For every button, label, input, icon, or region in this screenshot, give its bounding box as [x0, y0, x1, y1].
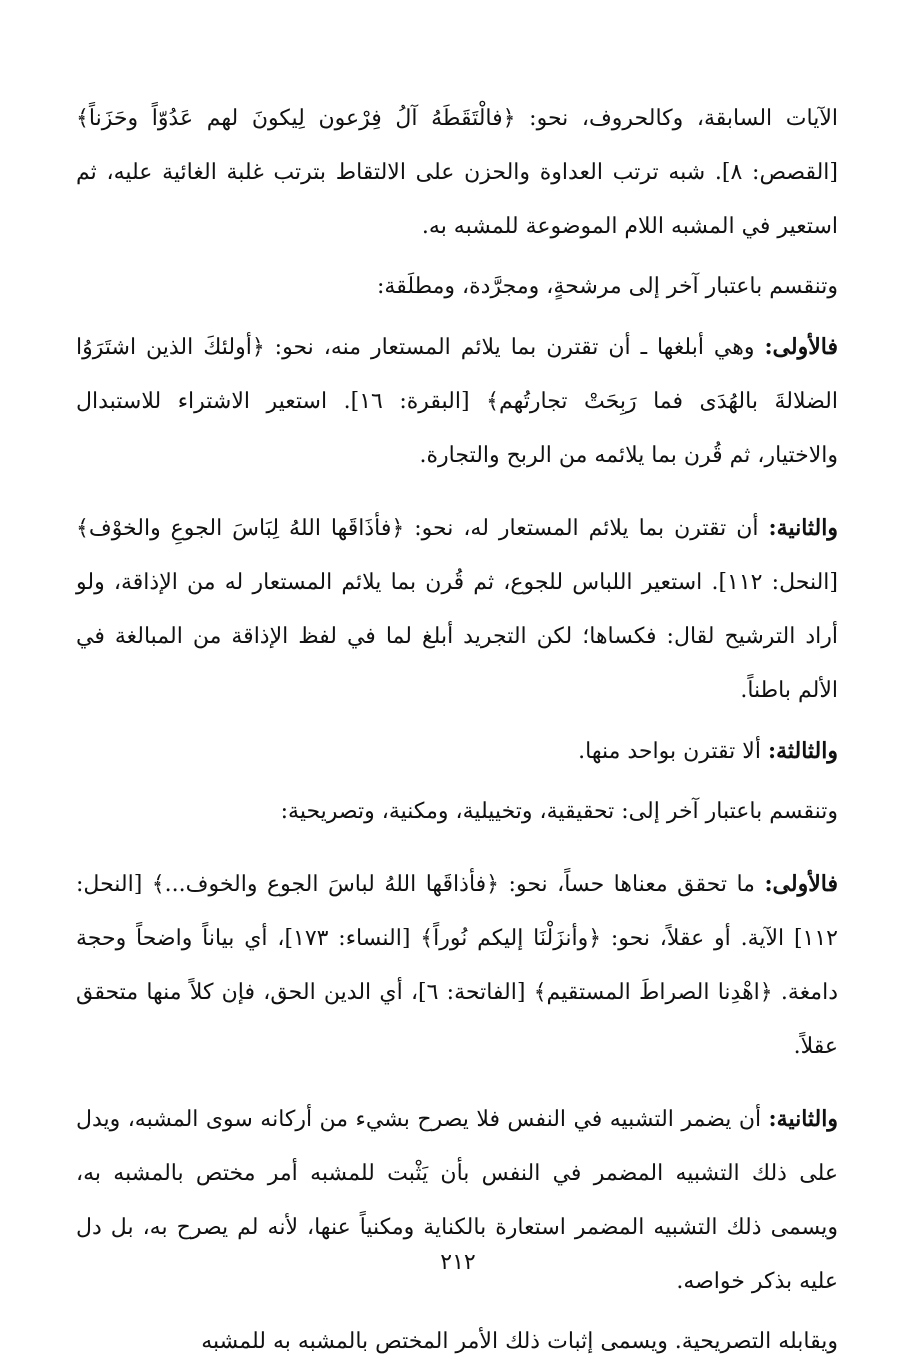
paragraph-text: الآيات السابقة، وكالحروف، نحو: ﴿فالْتَقَطَهُ آلُ فِرْعون لِيكونَ لهم عَدُوّاً وحَزَناً﴾ [القصص: ٨]. شبه ترتب العداوة والحزن على الالتقاط بترتب غلبة الغائية عليه، ثم استعير في المشبه اللام الموضوعة للمشبه به. — [76, 106, 838, 239]
paragraph-second-mujarrada — [76, 501, 838, 718]
paragraph-tasrihiya — [76, 1315, 838, 1369]
paragraph-lead: فالأولى: — [764, 871, 838, 897]
paragraph-text: أن تقترن بما يلائم المستعار له، نحو: ﴿فأذَاقَها اللهُ لِبَاسَ الجوعِ والخوْف﴾ [النحل: ١١٢]. استعير اللباس للجوع، ثم قُرن بما يلائم المستعار له من الإذاقة، ولو أراد الترشيح لقال: فكساها؛ لكن التجريد أبلغ لما في لفظ الإذاقة من المبالغة في الألم باطناً. — [76, 516, 838, 703]
page-body — [76, 92, 838, 1369]
page-number: ٢١٢ — [440, 1250, 476, 1275]
paragraph-text: وتنقسم باعتبار آخر إلى مرشحةٍ، ومجرَّدة، ومطلَقة: — [376, 274, 838, 299]
paragraph-lead: والثالثة: — [767, 738, 838, 764]
paragraph-text: ويقابله التصريحية. ويسمى إثبات ذلك الأمر المختص بالمشبه به للمشبه — [201, 1329, 838, 1354]
paragraph-lead: والثانية: — [768, 515, 838, 541]
paragraph-lead: والثانية: — [768, 1106, 838, 1132]
paragraph-text: ألا تقترن بواحد منها. — [578, 739, 768, 764]
paragraph-division-tarshih — [76, 260, 838, 314]
paragraph-division-tahqiqiya — [76, 785, 838, 839]
paragraph-text: ما تحقق معناها حساً، نحو: ﴿فأذاقَها اللهُ لباسَ الجوع والخوف...﴾ [النحل: ١١٢] الآية. أو عقلاً، نحو: ﴿وأنزَلْنَا إليكم نُوراً﴾ [النساء: ١٧٣]، أي بياناً واضحاً وحجة دامغة. ﴿اهْدِنا الصراطَ المستقيم﴾ [الفاتحة: ٦]، أي الدين الحق، فإن كلاً منها متحقق عقلاً. — [76, 872, 838, 1059]
paragraph-text: وتنقسم باعتبار آخر إلى: تحقيقية، وتخييلية، ومكنية، وتصريحية: — [280, 799, 838, 824]
paragraph-first-murashaha — [76, 320, 838, 483]
paragraph-first-tahqiqiya — [76, 857, 838, 1074]
paragraph-lead: فالأولى: — [764, 334, 838, 360]
paragraph-third-mutlaqa — [76, 724, 838, 779]
paragraph-intro — [76, 92, 838, 254]
paragraph-text: وهي أبلغها ـ أن تقترن بما يلائم المستعار منه، نحو: ﴿أولئكَ الذين اشتَرَوُا الضلالةَ بالهُدَى فما رَبِحَتْ تجارتُهم﴾ [البقرة: ١٦]. استعير الاشتراء للاستبدال والاختيار، ثم قُرن بما يلائمه من الربح والتجارة. — [76, 335, 838, 468]
paragraph-text: أن يضمر التشبيه في النفس فلا يصرح بشيء من أركانه سوى المشبه، ويدل على ذلك التشبيه المضمر في النفس بأن يَثْبت للمشبه أمر مختص بالمشبه به، ويسمى ذلك التشبيه المضمر استعارة بالكناية ومكنياً عنها، لأنه لم يصرح به، بل دل عليه بذكر خواصه. — [76, 1107, 838, 1294]
paragraph-second-makniya — [76, 1092, 838, 1309]
